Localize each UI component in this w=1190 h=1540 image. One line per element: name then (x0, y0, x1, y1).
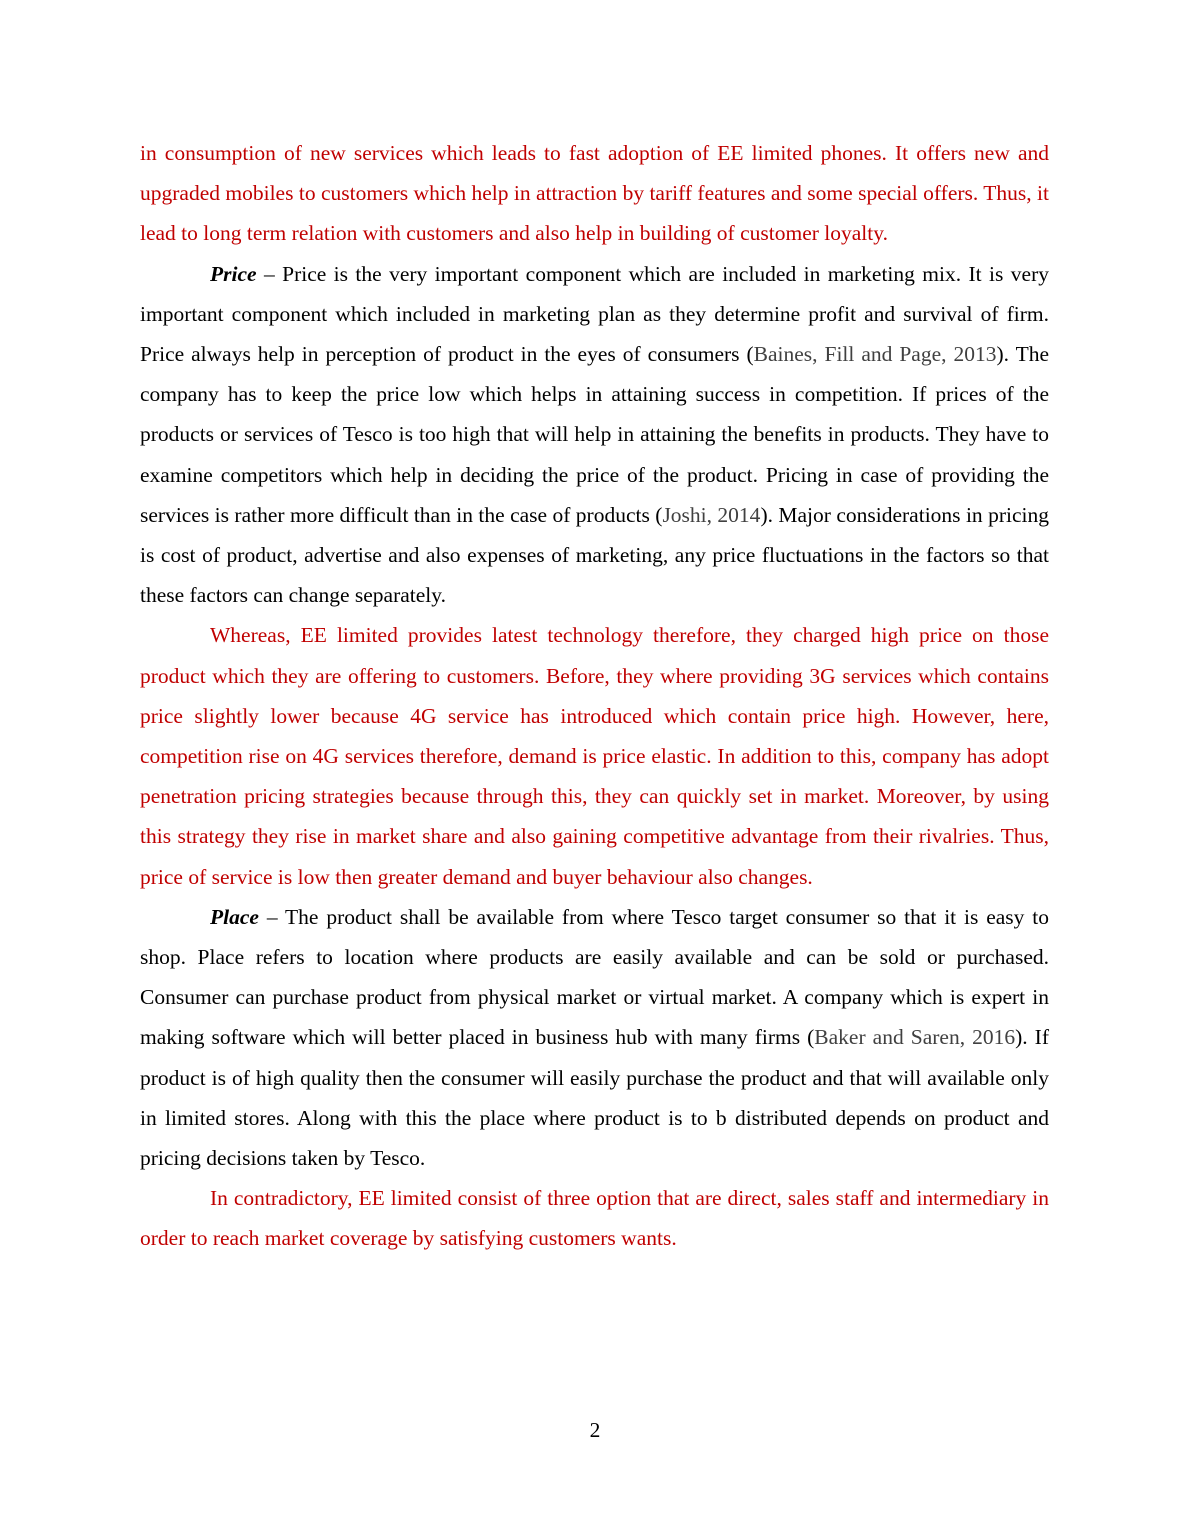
page-number: 2 (589, 1418, 601, 1442)
paragraph-text: Whereas, EE limited provides latest technology therefore, they charged high price on those product which they are offering to customers. Before, they where providing 3G services which contains price slightly lower because 4G service has introduced which contain price high. However, here, competition rise on 4G services therefore, demand is price elastic. In addition to this, company has adopt penetration pricing strategies because through this, they can quickly set in market. Moreover, by using this strategy they rise in market share and also gaining competitive advantage from their rivalries. Thus, price of service is low then greater demand and buyer behaviour also changes. (140, 623, 1049, 889)
paragraph-ee-place (140, 1178, 1049, 1258)
place-heading: Place (210, 904, 259, 929)
citation-joshi: Joshi, 2014 (662, 502, 761, 527)
price-heading: Price (210, 261, 257, 286)
paragraph-text: ). The company has to keep the price low which helps in attaining success in competition. If prices of the products or services of Tesco is too high that will help in attaining the benefits in products. They have to examine competitors which help in deciding the price of the product. Pricing in case of providing the services is rather more difficult than in the case of products ( (140, 342, 1049, 527)
paragraph-text: – The product shall be available from where Tesco target consumer so that it is easy to shop. Place refers to location where products are easily available and can be sold or purchased. Consumer can purchase product from physical market or virtual market. A company which is expert in making software which will better placed in business hub with many firms ( (140, 904, 1049, 1050)
paragraph-text: In contradictory, EE limited consist of three option that are direct, sales staff and intermediary in order to reach market coverage by satisfying customers wants. (140, 1186, 1049, 1251)
document-page (140, 133, 1049, 1259)
citation-baker: Baker and Saren, 2016 (814, 1025, 1016, 1050)
paragraph-text: ). Major considerations in pricing is cost of product, advertise and also expenses of marketing, any price fluctuations in the factors so that these factors can change separately. (140, 502, 1049, 608)
paragraph-price (140, 254, 1049, 616)
paragraph-text: – Price is the very important component which are included in marketing mix. It is very important component which included in marketing plan as they determine profit and survival of firm. Price always help in perception of product in the eyes of consumers ( (140, 261, 1049, 367)
paragraph-text: ). If product is of high quality then the consumer will easily purchase the product and that will available only in limited stores. Along with this the place where product is to b distributed depends on product and pricing decisions taken by Tesco. (140, 1025, 1049, 1171)
paragraph-place (140, 897, 1049, 1178)
paragraph-text: in consumption of new services which leads to fast adoption of EE limited phones. It offers new and upgraded mobiles to customers which help in attraction by tariff features and some special offers. Thus, it lead to long term relation with customers and also help in building of customer loyalty. (140, 141, 1049, 246)
paragraph-ee-product (140, 133, 1049, 254)
paragraph-ee-price (140, 615, 1049, 896)
citation-baines: Baines, Fill and Page, 2013 (753, 342, 997, 367)
